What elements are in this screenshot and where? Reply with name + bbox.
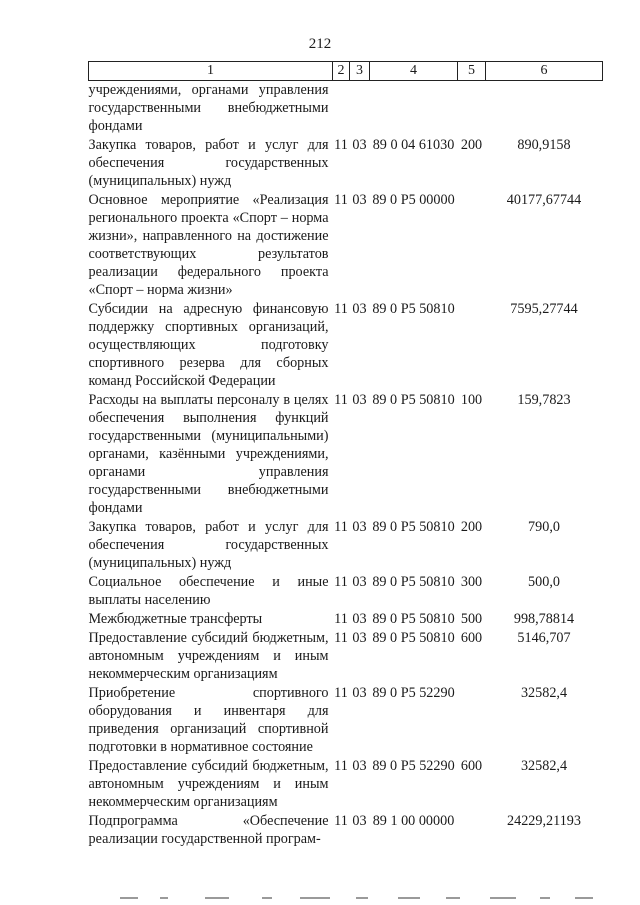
page-number: 212 bbox=[308, 36, 332, 52]
table-row bbox=[89, 610, 603, 629]
amount-cell: 24229,21193 bbox=[507, 813, 581, 829]
expense-type-cell bbox=[458, 81, 486, 137]
expense-type-cell bbox=[458, 684, 486, 757]
row-name-cell: Субсидии на адресную финансовую поддержку спортивных организаций, осуществляющих подготовку спортивного резерва для сборных команд Российской Федерации bbox=[88, 301, 329, 389]
column-header: 5 bbox=[458, 62, 486, 81]
section-code-cell: 11 bbox=[334, 611, 348, 627]
expense-type-cell bbox=[458, 300, 486, 391]
amount-cell: 998,78814 bbox=[513, 611, 575, 627]
expense-type-cell: 600 bbox=[460, 630, 483, 646]
row-name-cell: Социальное обеспечение и иные выплаты населению bbox=[88, 574, 329, 608]
target-article-cell: 89 0 P5 50810 bbox=[372, 519, 455, 535]
subsection-code-cell: 03 bbox=[352, 519, 367, 535]
target-article-cell: 89 0 P5 50810 bbox=[372, 611, 455, 627]
target-article-cell: 89 0 P5 50810 bbox=[372, 392, 455, 408]
table-row bbox=[89, 684, 603, 757]
amount-cell: 40177,67744 bbox=[506, 192, 582, 208]
row-name-cell: Приобретение спортивного оборудования и инвентаря для приведения организаций спортивной подготовки в нормативное состояние bbox=[88, 685, 329, 755]
amount-cell: 500,0 bbox=[528, 574, 560, 590]
row-name-cell: Закупка товаров, работ и услуг для обеспечения государственных (муниципальных) нужд bbox=[88, 519, 329, 571]
subsection-code-cell: 03 bbox=[352, 574, 367, 590]
row-name-cell: Межбюджетные трансферты bbox=[88, 611, 263, 627]
amount-cell bbox=[486, 81, 603, 137]
target-article-cell: 89 0 P5 50810 bbox=[372, 574, 455, 590]
target-article-cell: 89 0 P5 52290 bbox=[372, 685, 455, 701]
table-row bbox=[89, 191, 603, 300]
subsection-code-cell: 03 bbox=[352, 301, 367, 317]
row-name-cell: Основное мероприятие «Реализация регионального проекта «Спорт – норма жизни», направленного на достижение соответствующих результатов реализации федерального проекта «Спорт – норма жизни» bbox=[88, 192, 329, 298]
table-header-row bbox=[89, 62, 603, 81]
amount-cell: 890,9158 bbox=[517, 137, 571, 153]
table-row bbox=[89, 518, 603, 573]
column-header: 6 bbox=[486, 62, 603, 81]
expense-type-cell: 100 bbox=[460, 392, 483, 408]
amount-cell: 159,7823 bbox=[517, 392, 571, 408]
section-code-cell: 11 bbox=[334, 758, 348, 774]
row-name-cell: Предоставление субсидий бюджетным, автономным учреждениям и иным некоммерческим организациям bbox=[88, 630, 329, 682]
column-header: 2 bbox=[333, 62, 350, 81]
table-row bbox=[89, 136, 603, 191]
amount-cell: 32582,4 bbox=[520, 758, 568, 774]
table-row bbox=[89, 629, 603, 684]
section-code-cell: 11 bbox=[334, 630, 348, 646]
target-article-cell: 89 0 P5 00000 bbox=[372, 192, 455, 208]
subsection-code-cell: 03 bbox=[352, 813, 367, 829]
scan-artifact-edge bbox=[0, 893, 640, 905]
table-row bbox=[89, 81, 603, 137]
target-article-cell: 89 0 P5 50810 bbox=[372, 301, 455, 317]
section-code-cell: 11 bbox=[334, 392, 348, 408]
section-code-cell: 11 bbox=[334, 685, 348, 701]
target-article-cell: 89 0 P5 52290 bbox=[372, 758, 455, 774]
section-code-cell: 11 bbox=[334, 137, 348, 153]
subsection-code-cell: 03 bbox=[352, 192, 367, 208]
row-name-cell: Предоставление субсидий бюджетным, автономным учреждениям и иным некоммерческим организациям bbox=[88, 758, 329, 810]
amount-cell: 32582,4 bbox=[520, 685, 568, 701]
expense-type-cell: 500 bbox=[460, 611, 483, 627]
section-code-cell: 11 bbox=[334, 574, 348, 590]
amount-cell: 7595,27744 bbox=[510, 301, 578, 317]
subsection-code-cell bbox=[350, 81, 370, 137]
subsection-code-cell: 03 bbox=[352, 611, 367, 627]
expense-type-cell: 600 bbox=[460, 758, 483, 774]
row-name-cell: учреждениями, органами управления государственными внебюджетными фондами bbox=[88, 82, 329, 134]
target-article-cell: 89 1 00 00000 bbox=[372, 813, 455, 829]
expense-type-cell: 300 bbox=[460, 574, 483, 590]
section-code-cell: 11 bbox=[334, 519, 348, 535]
column-header: 4 bbox=[370, 62, 458, 81]
subsection-code-cell: 03 bbox=[352, 758, 367, 774]
target-article-cell bbox=[370, 81, 458, 137]
section-code-cell: 11 bbox=[334, 192, 348, 208]
table-row bbox=[89, 757, 603, 812]
target-article-cell: 89 0 P5 50810 bbox=[372, 630, 455, 646]
budget-table bbox=[88, 61, 603, 849]
section-code-cell bbox=[333, 81, 350, 137]
row-name-cell: Закупка товаров, работ и услуг для обеспечения государственных (муниципальных) нужд bbox=[88, 137, 329, 189]
subsection-code-cell: 03 bbox=[352, 137, 367, 153]
expense-type-cell bbox=[458, 812, 486, 849]
subsection-code-cell: 03 bbox=[352, 630, 367, 646]
expense-type-cell: 200 bbox=[460, 137, 483, 153]
table-row bbox=[89, 300, 603, 391]
section-code-cell: 11 bbox=[334, 301, 348, 317]
expense-type-cell bbox=[458, 191, 486, 300]
row-name-cell: Расходы на выплаты персоналу в целях обеспечения выполнения функций государственными (муниципальными) органами, казёнными учреждениями, органами управления государственными внебюджетными фондами bbox=[88, 392, 329, 516]
row-name-cell: Подпрограмма «Обеспечение реализации государственной програм- bbox=[88, 813, 329, 847]
target-article-cell: 89 0 04 61030 bbox=[372, 137, 455, 153]
section-code-cell: 11 bbox=[334, 813, 348, 829]
amount-cell: 5146,707 bbox=[517, 630, 571, 646]
table-row bbox=[89, 573, 603, 610]
amount-cell: 790,0 bbox=[528, 519, 560, 535]
subsection-code-cell: 03 bbox=[352, 685, 367, 701]
table-row bbox=[89, 812, 603, 849]
expense-type-cell: 200 bbox=[460, 519, 483, 535]
column-header: 3 bbox=[350, 62, 370, 81]
table-row bbox=[89, 391, 603, 518]
column-header: 1 bbox=[89, 62, 333, 81]
subsection-code-cell: 03 bbox=[352, 392, 367, 408]
